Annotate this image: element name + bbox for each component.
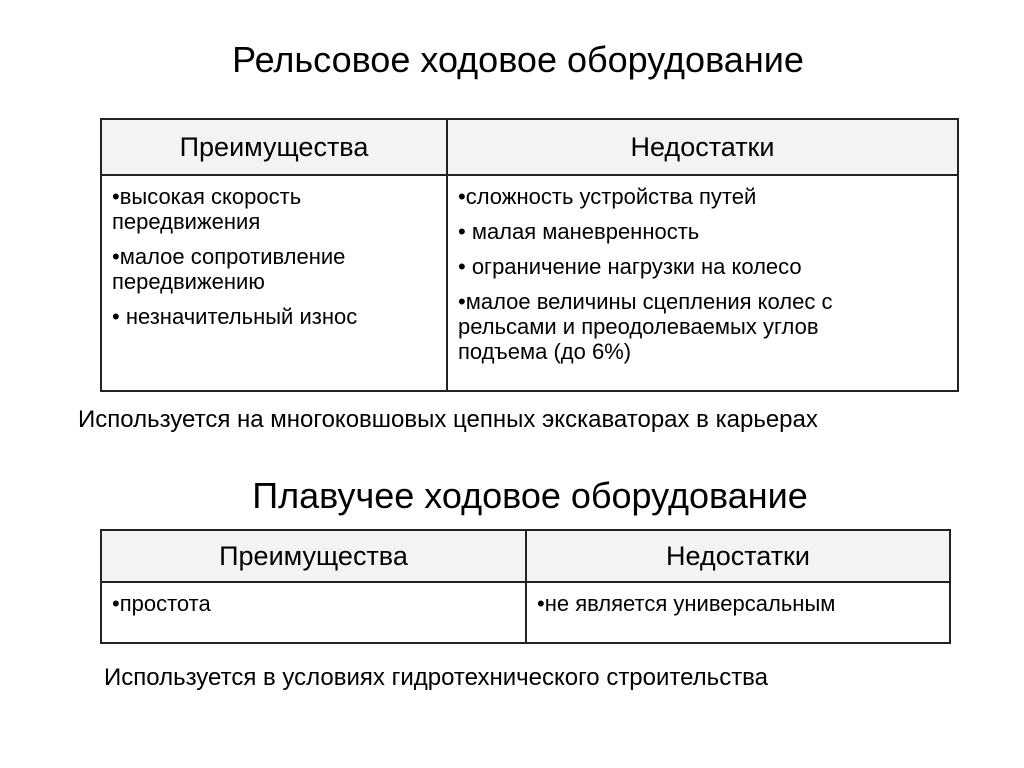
advantages-cell xyxy=(101,582,526,643)
table-row xyxy=(101,582,950,643)
advantage-line: •высокая скорость xyxy=(112,184,302,209)
table-header-row xyxy=(101,119,958,175)
disadvantages-cell xyxy=(447,175,958,391)
advantage-item xyxy=(112,591,519,616)
disadvantage-line: •малое величины сцепления колес с xyxy=(458,289,833,314)
disadvantage-item xyxy=(537,591,943,616)
disadvantage-line: •не является универсальным xyxy=(537,591,836,616)
floating-comparison-table xyxy=(100,529,951,644)
disadvantage-line: • ограничение нагрузки на колесо xyxy=(458,254,802,279)
advantage-item xyxy=(112,184,440,234)
disadvantage-line: подъема (до 6%) xyxy=(458,339,632,364)
advantage-line: •малое сопротивление xyxy=(112,244,346,269)
disadvantage-line: рельсами и преодолеваемых углов xyxy=(458,314,819,339)
disadvantages-cell xyxy=(526,582,950,643)
advantage-line: •простота xyxy=(112,591,211,616)
rail-usage-note: Используется на многоковшовых цепных экскаваторах в карьерах xyxy=(78,406,818,433)
disadvantage-item xyxy=(458,254,951,279)
advantages-header: Преимущества xyxy=(101,530,526,582)
table-row xyxy=(101,175,958,391)
advantages-header: Преимущества xyxy=(101,119,447,175)
disadvantages-header: Недостатки xyxy=(526,530,950,582)
advantage-item xyxy=(112,244,440,294)
advantage-line: передвижению xyxy=(112,269,265,294)
floating-usage-note: Используется в условиях гидротехнического строительства xyxy=(104,664,769,691)
disadvantage-item xyxy=(458,219,951,244)
advantage-item xyxy=(112,304,440,329)
disadvantages-header: Недостатки xyxy=(447,119,958,175)
table-header-row xyxy=(101,530,950,582)
advantages-cell xyxy=(101,175,447,391)
disadvantage-item xyxy=(458,289,951,364)
rail-comparison-table xyxy=(100,118,959,392)
disadvantage-line: • малая маневренность xyxy=(458,219,700,244)
disadvantage-line: •сложность устройства путей xyxy=(458,184,757,209)
advantage-line: • незначительный износ xyxy=(112,304,358,329)
rail-section-title: Рельсовое ходовое оборудование xyxy=(232,39,804,80)
disadvantage-item xyxy=(458,184,951,209)
advantage-line: передвижения xyxy=(112,209,261,234)
floating-section-title: Плавучее ходовое оборудование xyxy=(252,475,808,516)
